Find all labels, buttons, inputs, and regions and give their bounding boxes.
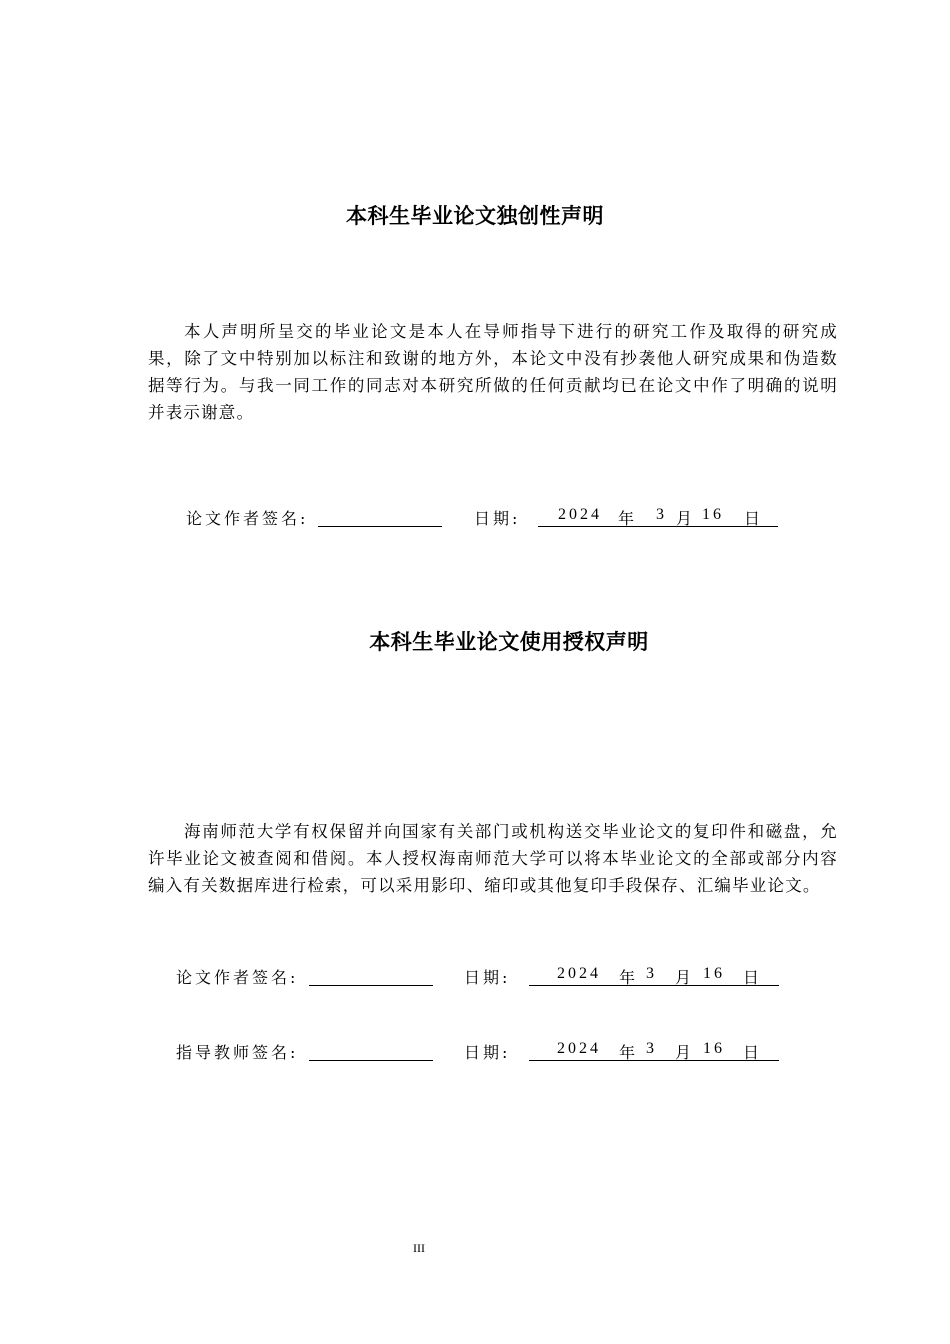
advisor-signature-blank[interactable]	[309, 1040, 433, 1061]
author-signature-label: 论文作者签名:	[186, 509, 309, 528]
date-day: 16	[703, 1040, 725, 1057]
date-day-unit: 日	[743, 970, 763, 987]
originality-signature-row	[186, 506, 786, 532]
date-day-unit: 日	[744, 511, 764, 528]
date-year: 2024	[557, 965, 601, 982]
date-month-unit: 月	[675, 970, 695, 987]
author-signature-label: 论文作者签名:	[176, 968, 299, 987]
page-number: III	[413, 1241, 425, 1255]
date-month: 3	[656, 506, 667, 523]
date-month-unit: 月	[676, 511, 696, 528]
authorization-body: 海南师范大学有权保留并向国家有关部门或机构送交毕业论文的复印件和磁盘，允许毕业论文被查阅和借阅。本人授权海南师范大学可以将本毕业论文的全部或部分内容编入有关数据库进行检索，可以采用影印、缩印或其他复印手段保存、汇编毕业论文。	[148, 822, 838, 895]
date-day: 16	[703, 965, 725, 982]
date-day-unit: 日	[743, 1045, 763, 1062]
date-month: 3	[646, 965, 657, 982]
authorization-title: 本科生毕业论文使用授权声明	[369, 630, 649, 654]
date-month: 3	[646, 1040, 657, 1057]
originality-title: 本科生毕业论文独创性声明	[346, 204, 604, 228]
date-label: 日期:	[464, 1043, 511, 1062]
author-signature-blank[interactable]	[309, 965, 433, 986]
date-label: 日期:	[474, 509, 521, 528]
authorization-author-row	[176, 965, 786, 991]
date-field[interactable]	[538, 506, 778, 527]
authorization-advisor-row	[176, 1040, 786, 1066]
date-label: 日期:	[464, 968, 511, 987]
date-month-unit: 月	[675, 1045, 695, 1062]
date-year-unit: 年	[619, 1045, 639, 1062]
date-year: 2024	[558, 506, 602, 523]
date-field[interactable]	[529, 1040, 779, 1061]
originality-body: 本人声明所呈交的毕业论文是本人在导师指导下进行的研究工作及取得的研究成果，除了文中特别加以标注和致谢的地方外，本论文中没有抄袭他人研究成果和伪造数据等行为。与我一同工作的同志对本研究所做的任何贡献均已在论文中作了明确的说明并表示谢意。	[148, 322, 838, 422]
date-year-unit: 年	[618, 511, 638, 528]
advisor-signature-label: 指导教师签名:	[176, 1043, 299, 1062]
date-day: 16	[702, 506, 724, 523]
date-year-unit: 年	[619, 970, 639, 987]
author-signature-blank[interactable]	[318, 506, 442, 527]
date-year: 2024	[557, 1040, 601, 1057]
date-field[interactable]	[529, 965, 779, 986]
